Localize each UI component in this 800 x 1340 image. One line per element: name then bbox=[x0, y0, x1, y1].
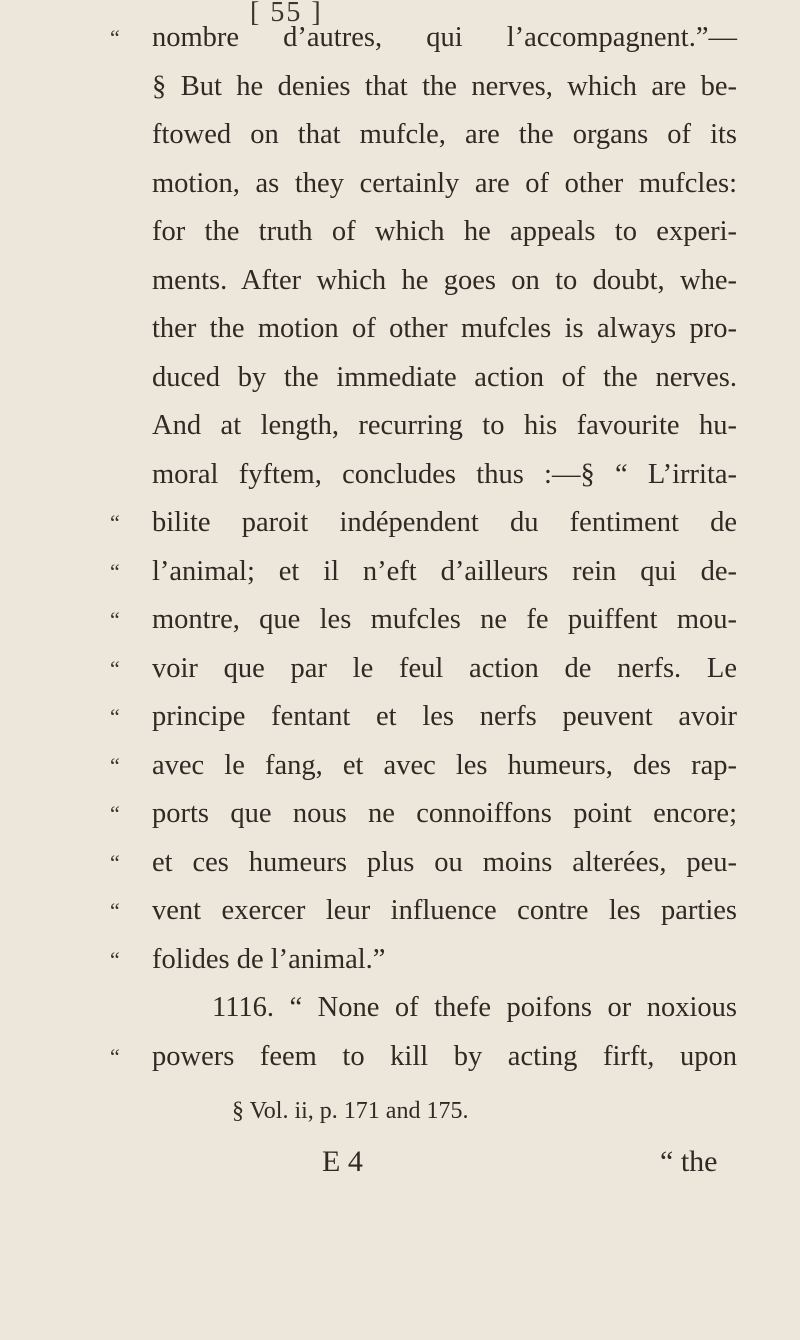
page-number: [ 55 ] bbox=[250, 0, 323, 28]
quote-mark: “ bbox=[110, 25, 120, 50]
catchword: “ the bbox=[660, 1145, 718, 1178]
signature-mark: E 4 bbox=[322, 1145, 363, 1178]
text-line: moral fyftem, concludes thus :—§ “ L’irrita- bbox=[152, 459, 737, 490]
quote-mark: “ bbox=[110, 704, 120, 729]
text-line: ports que nous ne connoiffons point encore; bbox=[152, 798, 737, 829]
text-line: et ces humeurs plus ou moins alterées, peu- bbox=[152, 847, 737, 878]
text-line: nombre d’autres, qui l’accompagnent.”— bbox=[152, 22, 737, 53]
quote-mark: “ bbox=[110, 753, 120, 778]
text-line: voir que par le feul action de nerfs. Le bbox=[152, 653, 737, 684]
text-line: l’animal; et il n’eft d’ailleurs rein qui de- bbox=[152, 556, 737, 587]
text-line: 1116. “ None of thefe poifons or noxious bbox=[212, 992, 737, 1023]
text-line: avec le fang, et avec les humeurs, des rap- bbox=[152, 750, 737, 781]
quote-mark: “ bbox=[110, 607, 120, 632]
text-line: motion, as they certainly are of other mufcles: bbox=[152, 168, 737, 199]
text-line: principe fentant et les nerfs peuvent avoir bbox=[152, 701, 737, 732]
footnote: § Vol. ii, p. 171 and 175. bbox=[232, 1098, 469, 1124]
quote-mark: “ bbox=[110, 898, 120, 923]
text-line: duced by the immediate action of the nerves. bbox=[152, 362, 737, 393]
quote-mark: “ bbox=[110, 656, 120, 681]
text-line: vent exercer leur influence contre les parties bbox=[152, 895, 737, 926]
text-line: montre, que les mufcles ne fe puiffent mou- bbox=[152, 604, 737, 635]
quote-mark: “ bbox=[110, 850, 120, 875]
quote-mark: “ bbox=[110, 1044, 120, 1069]
quote-mark: “ bbox=[110, 510, 120, 535]
text-line: powers feem to kill by acting firft, upon bbox=[152, 1041, 737, 1072]
text-line: ther the motion of other mufcles is always pro- bbox=[152, 313, 737, 344]
quote-mark: “ bbox=[110, 559, 120, 584]
text-line: for the truth of which he appeals to experi- bbox=[152, 216, 737, 247]
text-line: bilite paroit indépendent du fentiment de bbox=[152, 507, 737, 538]
quote-mark: “ bbox=[110, 947, 120, 972]
text-line: folides de l’animal.” bbox=[152, 944, 386, 975]
text-line: And at length, recurring to his favourite hu- bbox=[152, 410, 737, 441]
text-line: § But he denies that the nerves, which are be- bbox=[152, 71, 737, 102]
text-line: ftowed on that mufcle, are the organs of its bbox=[152, 119, 737, 150]
text-line: ments. After which he goes on to doubt, whe- bbox=[152, 265, 737, 296]
quote-mark: “ bbox=[110, 801, 120, 826]
